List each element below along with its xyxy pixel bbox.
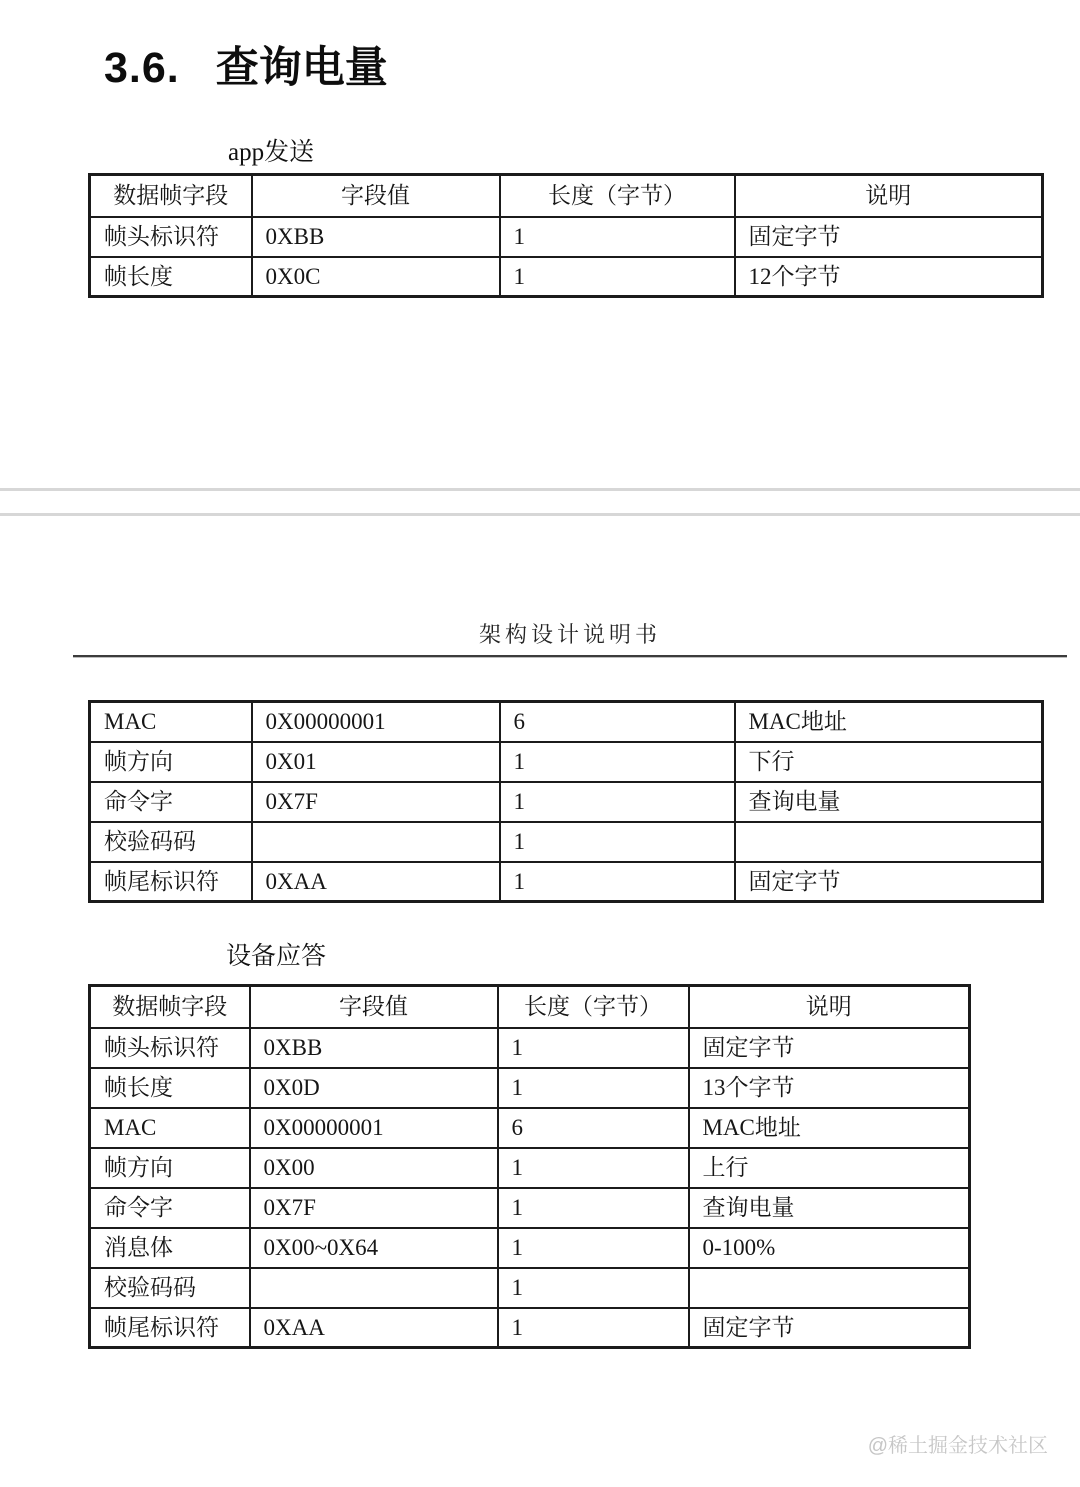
table-cell: 0X00~0X64: [250, 1228, 498, 1268]
table-cell: 校验码码: [90, 1268, 250, 1308]
page-break-line-top: [0, 488, 1080, 491]
table-cell: 1: [500, 742, 735, 782]
table-cell: MAC地址: [735, 702, 1043, 742]
table-cell: 固定字节: [689, 1028, 970, 1068]
column-header: 数据帧字段: [90, 175, 252, 217]
table-cell: MAC地址: [689, 1108, 970, 1148]
table-cell: 1: [500, 257, 735, 297]
page-header: 架构设计说明书: [478, 622, 661, 647]
table-cell: 命令字: [90, 1188, 250, 1228]
table-cell: 1: [498, 1308, 689, 1348]
table-cell: 0X7F: [250, 1188, 498, 1228]
watermark: @稀土掘金技术社区: [867, 1435, 1048, 1457]
table-cell: 0X00: [250, 1148, 498, 1188]
table-cell: 帧方向: [90, 742, 252, 782]
table-cell: 固定字节: [735, 217, 1043, 257]
table-cell: 帧头标识符: [90, 217, 252, 257]
table-cell: 0X00000001: [250, 1108, 498, 1148]
column-header: 说明: [735, 175, 1043, 217]
table-cell: 13个字节: [689, 1068, 970, 1108]
table-cell: 1: [498, 1148, 689, 1188]
table-cell: 1: [500, 862, 735, 902]
section-number: 3.6.: [104, 44, 180, 92]
table-cell: 1: [498, 1188, 689, 1228]
table-cell: 1: [500, 782, 735, 822]
table-cell: 1: [500, 217, 735, 257]
table-cell: 上行: [689, 1148, 970, 1188]
section-title-text: 查询电量: [215, 44, 388, 92]
table-row: [90, 782, 1043, 822]
table-row: [90, 257, 1043, 297]
table-cell: 校验码码: [90, 822, 252, 862]
table-cell: 0X01: [252, 742, 500, 782]
table-cell: 帧长度: [90, 257, 252, 297]
table-cell: 帧尾标识符: [90, 862, 252, 902]
page-break-line-bottom: [0, 513, 1080, 516]
table-cell: 命令字: [90, 782, 252, 822]
table-cell: 消息体: [90, 1228, 250, 1268]
table-cell: [689, 1268, 970, 1308]
table-row: [90, 862, 1043, 902]
table-cell: 6: [500, 702, 735, 742]
column-header: 字段值: [250, 986, 498, 1028]
table-cell: 查询电量: [689, 1188, 970, 1228]
table-row: [90, 1268, 970, 1308]
table-row: [90, 1068, 970, 1108]
table-row: [90, 742, 1043, 782]
table-row: [90, 1028, 970, 1068]
section-title: [104, 34, 388, 95]
table-cell: 下行: [735, 742, 1043, 782]
table-cell: 0X0C: [252, 257, 500, 297]
table-cell: MAC: [90, 702, 252, 742]
app-send-table-continued: [88, 700, 1044, 903]
table-cell: [252, 822, 500, 862]
table-cell: 固定字节: [735, 862, 1043, 902]
table-cell: [735, 822, 1043, 862]
table-cell: 1: [498, 1028, 689, 1068]
table-cell: 0-100%: [689, 1228, 970, 1268]
column-header: 字段值: [252, 175, 500, 217]
table-row: [90, 1108, 970, 1148]
table-header-row: [90, 986, 970, 1028]
table-cell: 1: [498, 1268, 689, 1308]
table-cell: 固定字节: [689, 1308, 970, 1348]
device-reply-table: [88, 984, 971, 1349]
device-reply-label: 设备应答: [226, 943, 327, 970]
table-row: [90, 217, 1043, 257]
table-cell: 帧头标识符: [90, 1028, 250, 1068]
table-cell: [250, 1268, 498, 1308]
column-header: 长度（字节）: [498, 986, 689, 1028]
table-row: [90, 1308, 970, 1348]
table-cell: 1: [500, 822, 735, 862]
table-cell: 0XBB: [252, 217, 500, 257]
table-row: [90, 1188, 970, 1228]
table-cell: 0XAA: [252, 862, 500, 902]
table-cell: MAC: [90, 1108, 250, 1148]
table-cell: 0X0D: [250, 1068, 498, 1108]
table-cell: 0X00000001: [252, 702, 500, 742]
table-cell: 0XAA: [250, 1308, 498, 1348]
table-cell: 12个字节: [735, 257, 1043, 297]
table-cell: 0XBB: [250, 1028, 498, 1068]
column-header: 长度（字节）: [500, 175, 735, 217]
table-row: [90, 1228, 970, 1268]
table-cell: 帧尾标识符: [90, 1308, 250, 1348]
table-cell: 1: [498, 1228, 689, 1268]
table-row: [90, 1148, 970, 1188]
table-cell: 查询电量: [735, 782, 1043, 822]
table-row: [90, 702, 1043, 742]
page-header-rule: [73, 655, 1067, 658]
column-header: 数据帧字段: [90, 986, 250, 1028]
table-cell: 6: [498, 1108, 689, 1148]
column-header: 说明: [689, 986, 970, 1028]
table-header-row: [90, 175, 1043, 217]
table-row: [90, 822, 1043, 862]
table-cell: 帧长度: [90, 1068, 250, 1108]
table-cell: 帧方向: [90, 1148, 250, 1188]
table-cell: 0X7F: [252, 782, 500, 822]
table-cell: 1: [498, 1068, 689, 1108]
app-send-table: [88, 173, 1044, 298]
app-send-label: app发送: [228, 139, 315, 166]
